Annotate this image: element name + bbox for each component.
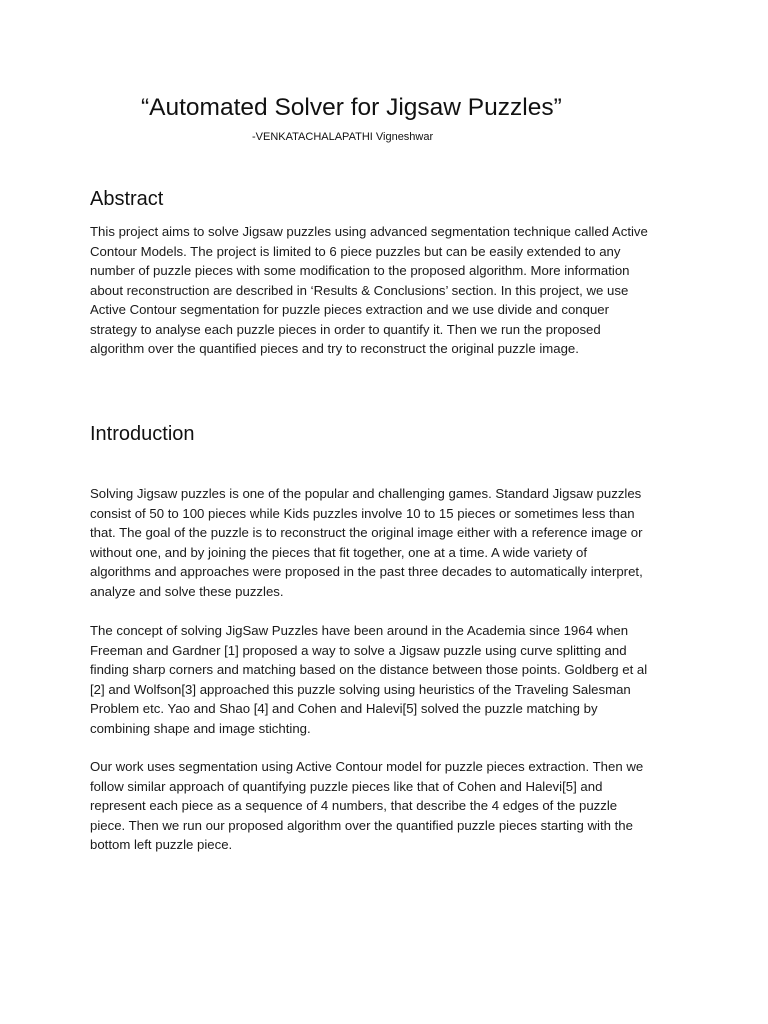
text-line: This project aims to solve Jigsaw puzzles using advanced segmentation technique called Active bbox=[90, 224, 648, 239]
text-line: algorithm over the quantified pieces and try to reconstruct the original puzzle image. bbox=[90, 341, 579, 356]
text-line: Active Contour segmentation for puzzle pieces extraction and we use divide and conquer bbox=[90, 302, 610, 317]
text-line: combining shape and image stichting. bbox=[90, 720, 311, 736]
abstract-paragraph bbox=[90, 222, 682, 359]
introduction-paragraph-3 bbox=[90, 757, 682, 855]
text-line: that. The goal of the puzzle is to reconstruct the original image either with a reference image or bbox=[90, 525, 643, 540]
text-line: represent each piece as a sequence of 4 numbers, that describe the 4 edges of the puzzle bbox=[90, 798, 618, 813]
document-title: “Automated Solver for Jigsaw Puzzles” bbox=[141, 94, 562, 121]
introduction-paragraph-2 bbox=[90, 621, 682, 738]
author-line: -VENKATACHALAPATHI Vigneshwar bbox=[252, 131, 434, 143]
abstract-heading: Abstract bbox=[90, 188, 164, 210]
text-line: consist of 50 to 100 pieces while Kids puzzles involve 10 to 15 pieces or sometimes less than bbox=[90, 505, 635, 521]
text-line: strategy to analyse each puzzle pieces in order to quantify it. Then we run the proposed bbox=[90, 321, 601, 337]
text-line: The concept of solving JigSaw Puzzles have been around in the Academia since 1964 when bbox=[90, 623, 629, 638]
text-line: [2] and Wolfson[3] approached this puzzle solving using heuristics of the Traveling Salesman bbox=[90, 681, 631, 697]
text-line: finding sharp corners and matching based on the distance between those points. Goldberg et al bbox=[90, 662, 648, 677]
introduction-heading: Introduction bbox=[90, 423, 195, 445]
text-line: Contour Models. The project is limited to 6 piece puzzles but can be easily extended to any bbox=[90, 243, 621, 259]
text-line: without one, and by joining the pieces that fit together, one at a time. A wide variety of bbox=[90, 544, 588, 560]
introduction-paragraph-1 bbox=[90, 484, 682, 601]
text-line: Freeman and Gardner [1] proposed a way to solve a Jigsaw puzzle using curve splitting and bbox=[90, 642, 627, 658]
text-line: about reconstruction are described in ‘Results & Conclusions’ section. In this project, we use bbox=[90, 282, 629, 298]
text-line: Problem etc. Yao and Shao [4] and Cohen and Halevi[5] solved the puzzle matching by bbox=[90, 701, 598, 716]
text-line: analyze and solve these puzzles. bbox=[90, 583, 284, 599]
text-line: number of puzzle pieces with some modification to the proposed algorithm. More information bbox=[90, 263, 630, 278]
text-line: Our work uses segmentation using Active Contour model for puzzle pieces extraction. Then we bbox=[90, 759, 644, 774]
text-line: Solving Jigsaw puzzles is one of the popular and challenging games. Standard Jigsaw puzzles bbox=[90, 486, 642, 501]
text-line: algorithms and approaches were proposed in the past three decades to automatically interpret, bbox=[90, 564, 643, 579]
text-line: bottom left puzzle piece. bbox=[90, 837, 233, 852]
text-line: follow similar approach of quantifying puzzle pieces like that of Cohen and Halevi[5] and bbox=[90, 778, 603, 794]
text-line: piece. Then we run our proposed algorithm over the quantified puzzle pieces starting with the bbox=[90, 817, 633, 833]
